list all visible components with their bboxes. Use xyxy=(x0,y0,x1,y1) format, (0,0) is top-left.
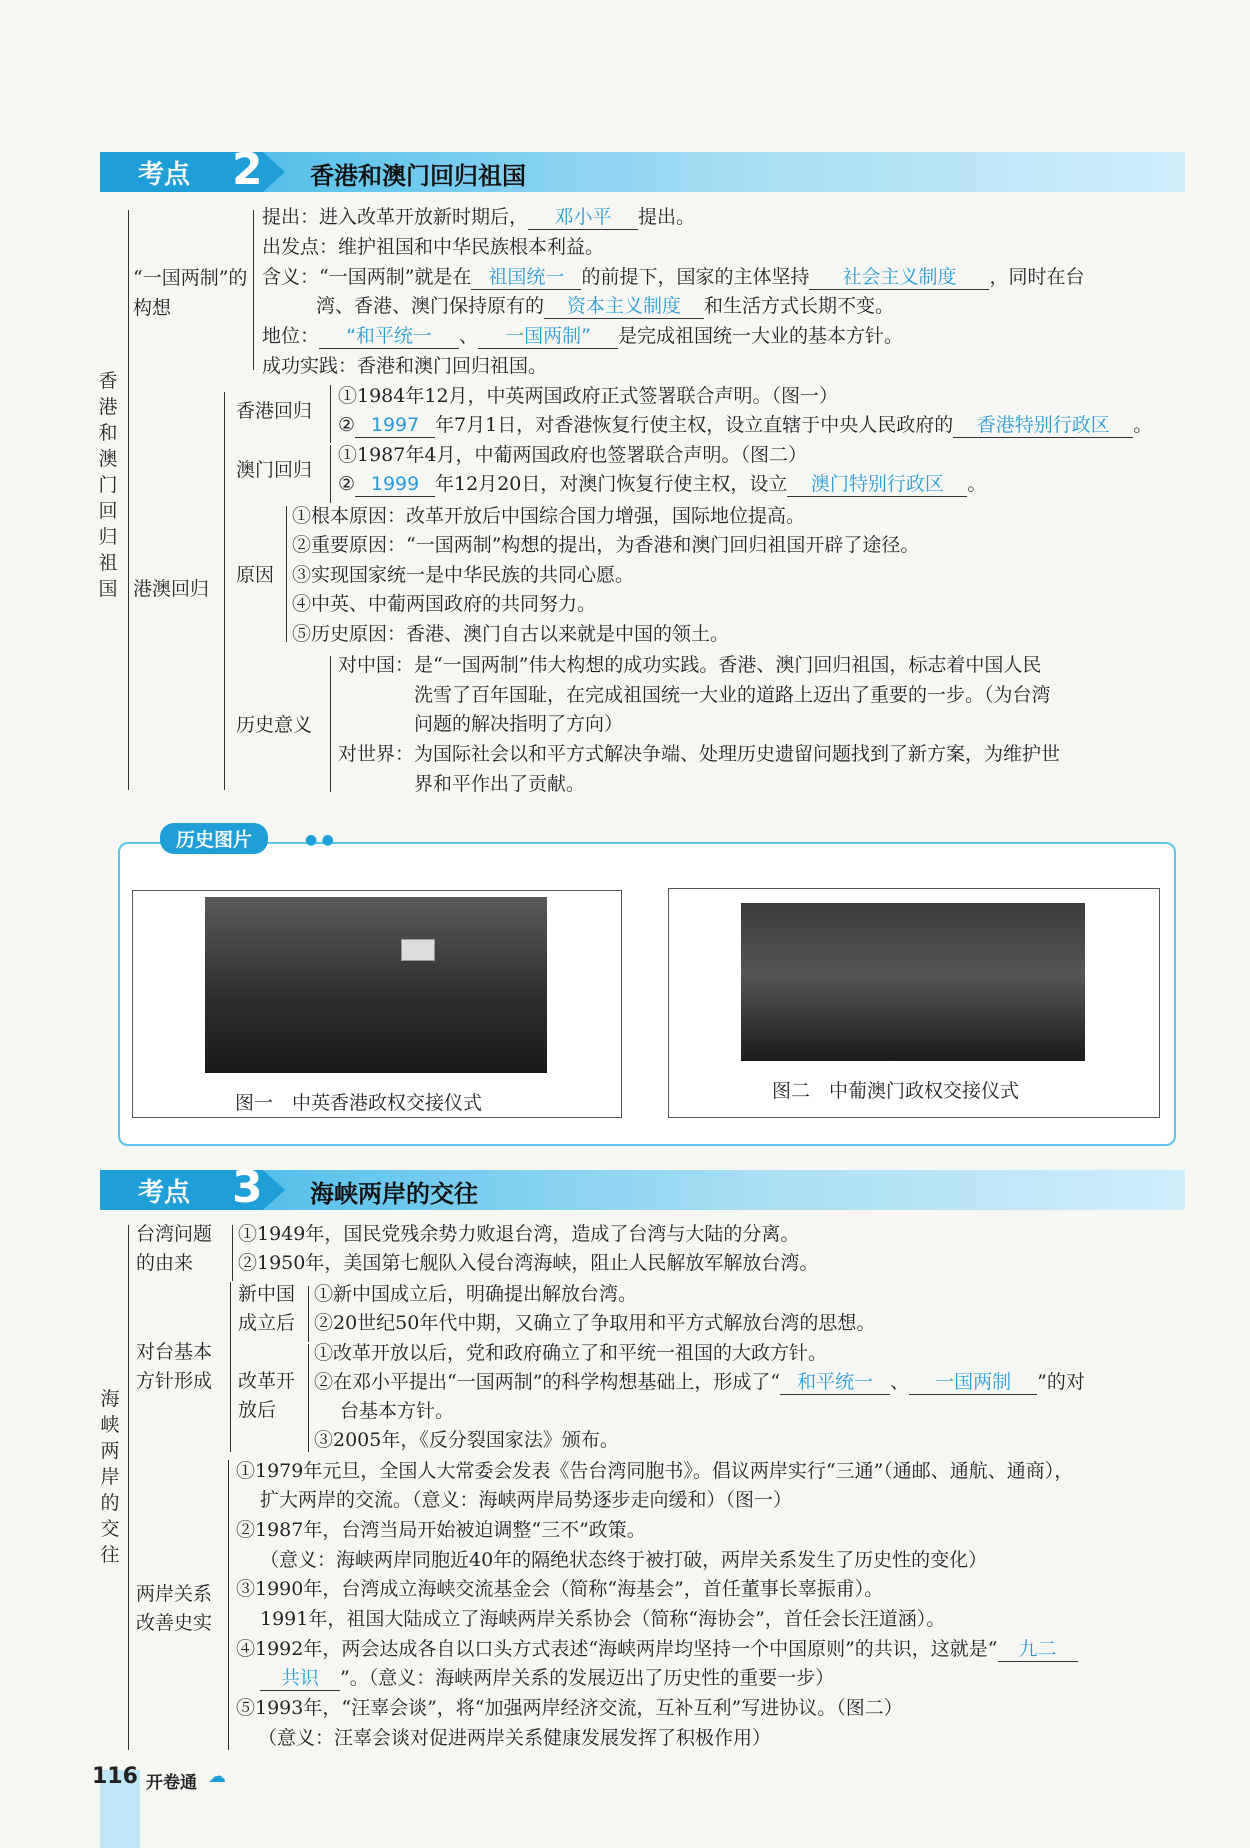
xzg-label2: 成立后 xyxy=(238,1312,296,1334)
gs-4a: ④1992年，两会达成各自以口头方式表述“海峡两岸均坚持一个中国原则”的共识，这就是“ 九二 xyxy=(236,1635,1078,1664)
yuanyin-1: ①根本原因：改革开放后中国综合国力增强，国际地位提高。 xyxy=(292,505,806,527)
section3-brace-line xyxy=(128,1225,129,1750)
gs-1a: ①1979年元旦，全国人大常委会发表《告台湾同胞书》。倡议两岸实行“三通”（通邮、通航、通商）， xyxy=(236,1460,1074,1482)
figure2-frame xyxy=(668,888,1160,1118)
fangzhen-brace xyxy=(230,1282,231,1452)
gs-2b: （意义：海峡两岸同胞近40年的隔绝状态终于被打破，两岸关系发生了历史性的变化） xyxy=(260,1549,988,1571)
yiguo-label: “一国两制”的构想 xyxy=(133,267,248,319)
hk-label: 香港回归 xyxy=(236,400,313,422)
figure1-frame xyxy=(132,890,622,1118)
yiyi-china2: 洗雪了百年国耻，在完成祖国统一大业的道路上迈出了重要的一步。（为台湾 xyxy=(414,684,1051,706)
section2-number: 2 xyxy=(232,144,263,195)
yiyi-label: 历史意义 xyxy=(236,714,313,736)
section3-number: 3 xyxy=(232,1162,263,1213)
gangao-brace xyxy=(224,392,225,790)
youlai-1: ①1949年，国民党残余势力败退台湾，造成了台湾与大陆的分离。 xyxy=(238,1223,800,1245)
section3-kaodian: 考点 xyxy=(138,1178,191,1208)
answer-blank[interactable]: 资本主义制度 xyxy=(544,294,704,319)
fangzhen-label1: 对台基本 xyxy=(136,1341,213,1363)
yiyi-china1: 对中国：是“一国两制”伟大构想的成功实践。香港、澳门回归祖国，标志着中国人民 xyxy=(338,654,1042,676)
section2-title: 香港和澳门回归祖国 xyxy=(310,162,526,190)
hanyi-line: 含义：“一国两制”就是在 祖国统一 的前提下，国家的主体坚持 社会主义制度 ，同时在台 xyxy=(262,266,1085,288)
gs-5b: （意义：汪辜会谈对促进两岸关系健康发展发挥了积极作用） xyxy=(258,1727,772,1749)
brand-logo-icon: ☁ xyxy=(208,1766,226,1787)
gg-2b: 台基本方针。 xyxy=(340,1400,455,1422)
hk1-line: ①1984年12月，中英两国政府正式签署联合声明。（图一） xyxy=(338,385,839,407)
answer-blank[interactable]: 共识 xyxy=(260,1666,340,1691)
chenggong-line: 成功实践：香港和澳门回归祖国。 xyxy=(262,355,548,377)
section3-side-title: 海峡两岸的交往 xyxy=(100,1388,120,1566)
xzg-2: ②20世纪50年代中期，又确立了争取用和平方式解放台湾的思想。 xyxy=(314,1312,876,1334)
answer-blank[interactable]: 澳门特别行政区 xyxy=(787,472,967,497)
yuanyin-5: ⑤历史原因：香港、澳门自古以来就是中国的领土。 xyxy=(292,623,730,645)
figure1-photo xyxy=(205,897,547,1073)
xzg-label1: 新中国 xyxy=(238,1283,296,1305)
gs-1b: 扩大两岸的交流。（意义：海峡两岸局势逐步走向缓和）（图一） xyxy=(260,1489,793,1511)
diwei-line: 地位： “和平统一 、 一国两制” 是完成祖国统一大业的基本方针。 xyxy=(262,325,904,347)
yuanyin-4: ④中英、中葡两国政府的共同努力。 xyxy=(292,593,597,615)
gg-label1: 改革开 xyxy=(238,1370,296,1392)
hk2-line: ② 1997 年7月1日，对香港恢复行使主权，设立直辖于中央人民政府的 香港特别行政区 。 xyxy=(338,414,1153,436)
yiyi-brace xyxy=(330,656,331,792)
gg-1: ①改革开放以后，党和政府确立了和平统一祖国的大政方针。 xyxy=(314,1342,828,1364)
gs-2a: ②1987年，台湾当局开始被迫调整“三不”政策。 xyxy=(236,1519,646,1541)
yiyi-china3: 问题的解决指明了方向） xyxy=(414,713,624,735)
tag-dots: ● ● xyxy=(305,832,334,848)
youlai-2: ②1950年，美国第七舰队入侵台湾海峡，阻止人民解放军解放台湾。 xyxy=(238,1252,819,1274)
answer-blank[interactable]: 九二 xyxy=(998,1637,1078,1662)
gg-3: ③2005年，《反分裂国家法》颁布。 xyxy=(314,1429,619,1451)
gg-brace xyxy=(308,1344,309,1452)
yuanyin-3: ③实现国家统一是中华民族的共同心愿。 xyxy=(292,564,635,586)
mo1-line: ①1987年4月，中葡两国政府也签署联合声明。（图二） xyxy=(338,444,807,466)
pictures-tag: 历史图片 xyxy=(160,823,268,854)
section2-side-title: 香港和澳门回归祖国 xyxy=(98,370,118,600)
mo-label: 澳门回归 xyxy=(236,459,313,481)
gaishan-brace xyxy=(228,1460,229,1750)
answer-blank[interactable]: 和平统一 xyxy=(780,1370,890,1395)
yiyi-world1: 对世界：为国际社会以和平方式解决争端、处理历史遗留问题找到了新方案，为维护世 xyxy=(338,743,1061,765)
gg-2: ②在邓小平提出“一国两制”的科学构想基础上，形成了“ 和平统一 、 一国两制 ”的对 xyxy=(314,1371,1085,1393)
answer-blank[interactable]: “和平统一 xyxy=(319,324,459,349)
gs-3a: ③1990年，台湾成立海峡交流基金会（简称“海基会”，首任董事长辜振甫）。 xyxy=(236,1578,884,1600)
answer-blank[interactable]: 1997 xyxy=(355,413,435,438)
gg-label2: 放后 xyxy=(238,1399,277,1421)
answer-blank[interactable]: 1999 xyxy=(355,472,435,497)
youlai-label2: 的由来 xyxy=(136,1252,194,1274)
answer-blank[interactable]: 社会主义制度 xyxy=(809,265,989,290)
xzg-brace xyxy=(308,1286,309,1342)
section2-kaodian: 考点 xyxy=(138,160,191,190)
figure1-caption: 图一 中英香港政权交接仪式 xyxy=(235,1092,483,1114)
figure2-caption: 图二 中葡澳门政权交接仪式 xyxy=(772,1080,1020,1102)
brand-name: 开卷通 xyxy=(146,1773,197,1793)
yuanyin-2: ②重要原因：“一国两制”构想的提出，为香港和澳门回归祖国开辟了途径。 xyxy=(292,534,920,556)
flag-icon xyxy=(401,939,435,961)
yiyi-world2: 界和平作出了贡献。 xyxy=(414,773,586,795)
answer-blank[interactable]: 香港特别行政区 xyxy=(953,413,1133,438)
mo-brace xyxy=(330,445,331,503)
gs-3b: 1991年，祖国大陆成立了海峡两岸关系协会（简称“海协会”，首任会长汪道涵）。 xyxy=(260,1608,946,1630)
gaishan-label2: 改善史实 xyxy=(136,1612,213,1634)
answer-blank[interactable]: 一国两制 xyxy=(909,1370,1037,1395)
section3-header xyxy=(100,1162,1185,1213)
xzg-1: ①新中国成立后，明确提出解放台湾。 xyxy=(314,1283,638,1305)
hk-brace xyxy=(330,385,331,443)
yuanyin-label: 原因 xyxy=(236,564,275,586)
section3-title: 海峡两岸的交往 xyxy=(310,1180,478,1208)
fangzhen-label2: 方针形成 xyxy=(136,1370,213,1392)
section2-header xyxy=(100,144,1185,195)
answer-blank[interactable]: 祖国统一 xyxy=(471,265,581,290)
yiguo-brace xyxy=(253,210,254,370)
gs-5a: ⑤1993年，“汪辜会谈”，将“加强两岸经济交流，互补互利”写进协议。（图二） xyxy=(236,1697,903,1719)
hanyi2-line: 湾、香港、澳门保持原有的 资本主义制度 和生活方式长期不变。 xyxy=(316,295,895,317)
chufadian-line: 出发点：维护祖国和中华民族根本利益。 xyxy=(262,236,605,258)
mo2-line: ② 1999 年12月20日，对澳门恢复行使主权，设立 澳门特别行政区 。 xyxy=(338,473,987,495)
answer-blank[interactable]: 邓小平 xyxy=(528,205,638,230)
youlai-brace xyxy=(232,1225,233,1281)
gangao-label: 港澳回归 xyxy=(133,578,210,600)
tichu-line: 提出：进入改革开放新时期后， 邓小平 提出。 xyxy=(262,206,696,228)
youlai-label1: 台湾问题 xyxy=(136,1223,213,1245)
gs-4b: 共识 ”。（意义：海峡两岸关系的发展迈出了历史性的重要一步） xyxy=(260,1664,834,1693)
section2-brace-line xyxy=(128,210,129,790)
page-number: 116 xyxy=(92,1764,138,1789)
figure2-photo xyxy=(741,903,1085,1061)
yuanyin-brace xyxy=(286,506,287,642)
answer-blank[interactable]: 一国两制” xyxy=(478,324,618,349)
gaishan-label1: 两岸关系 xyxy=(136,1583,213,1605)
